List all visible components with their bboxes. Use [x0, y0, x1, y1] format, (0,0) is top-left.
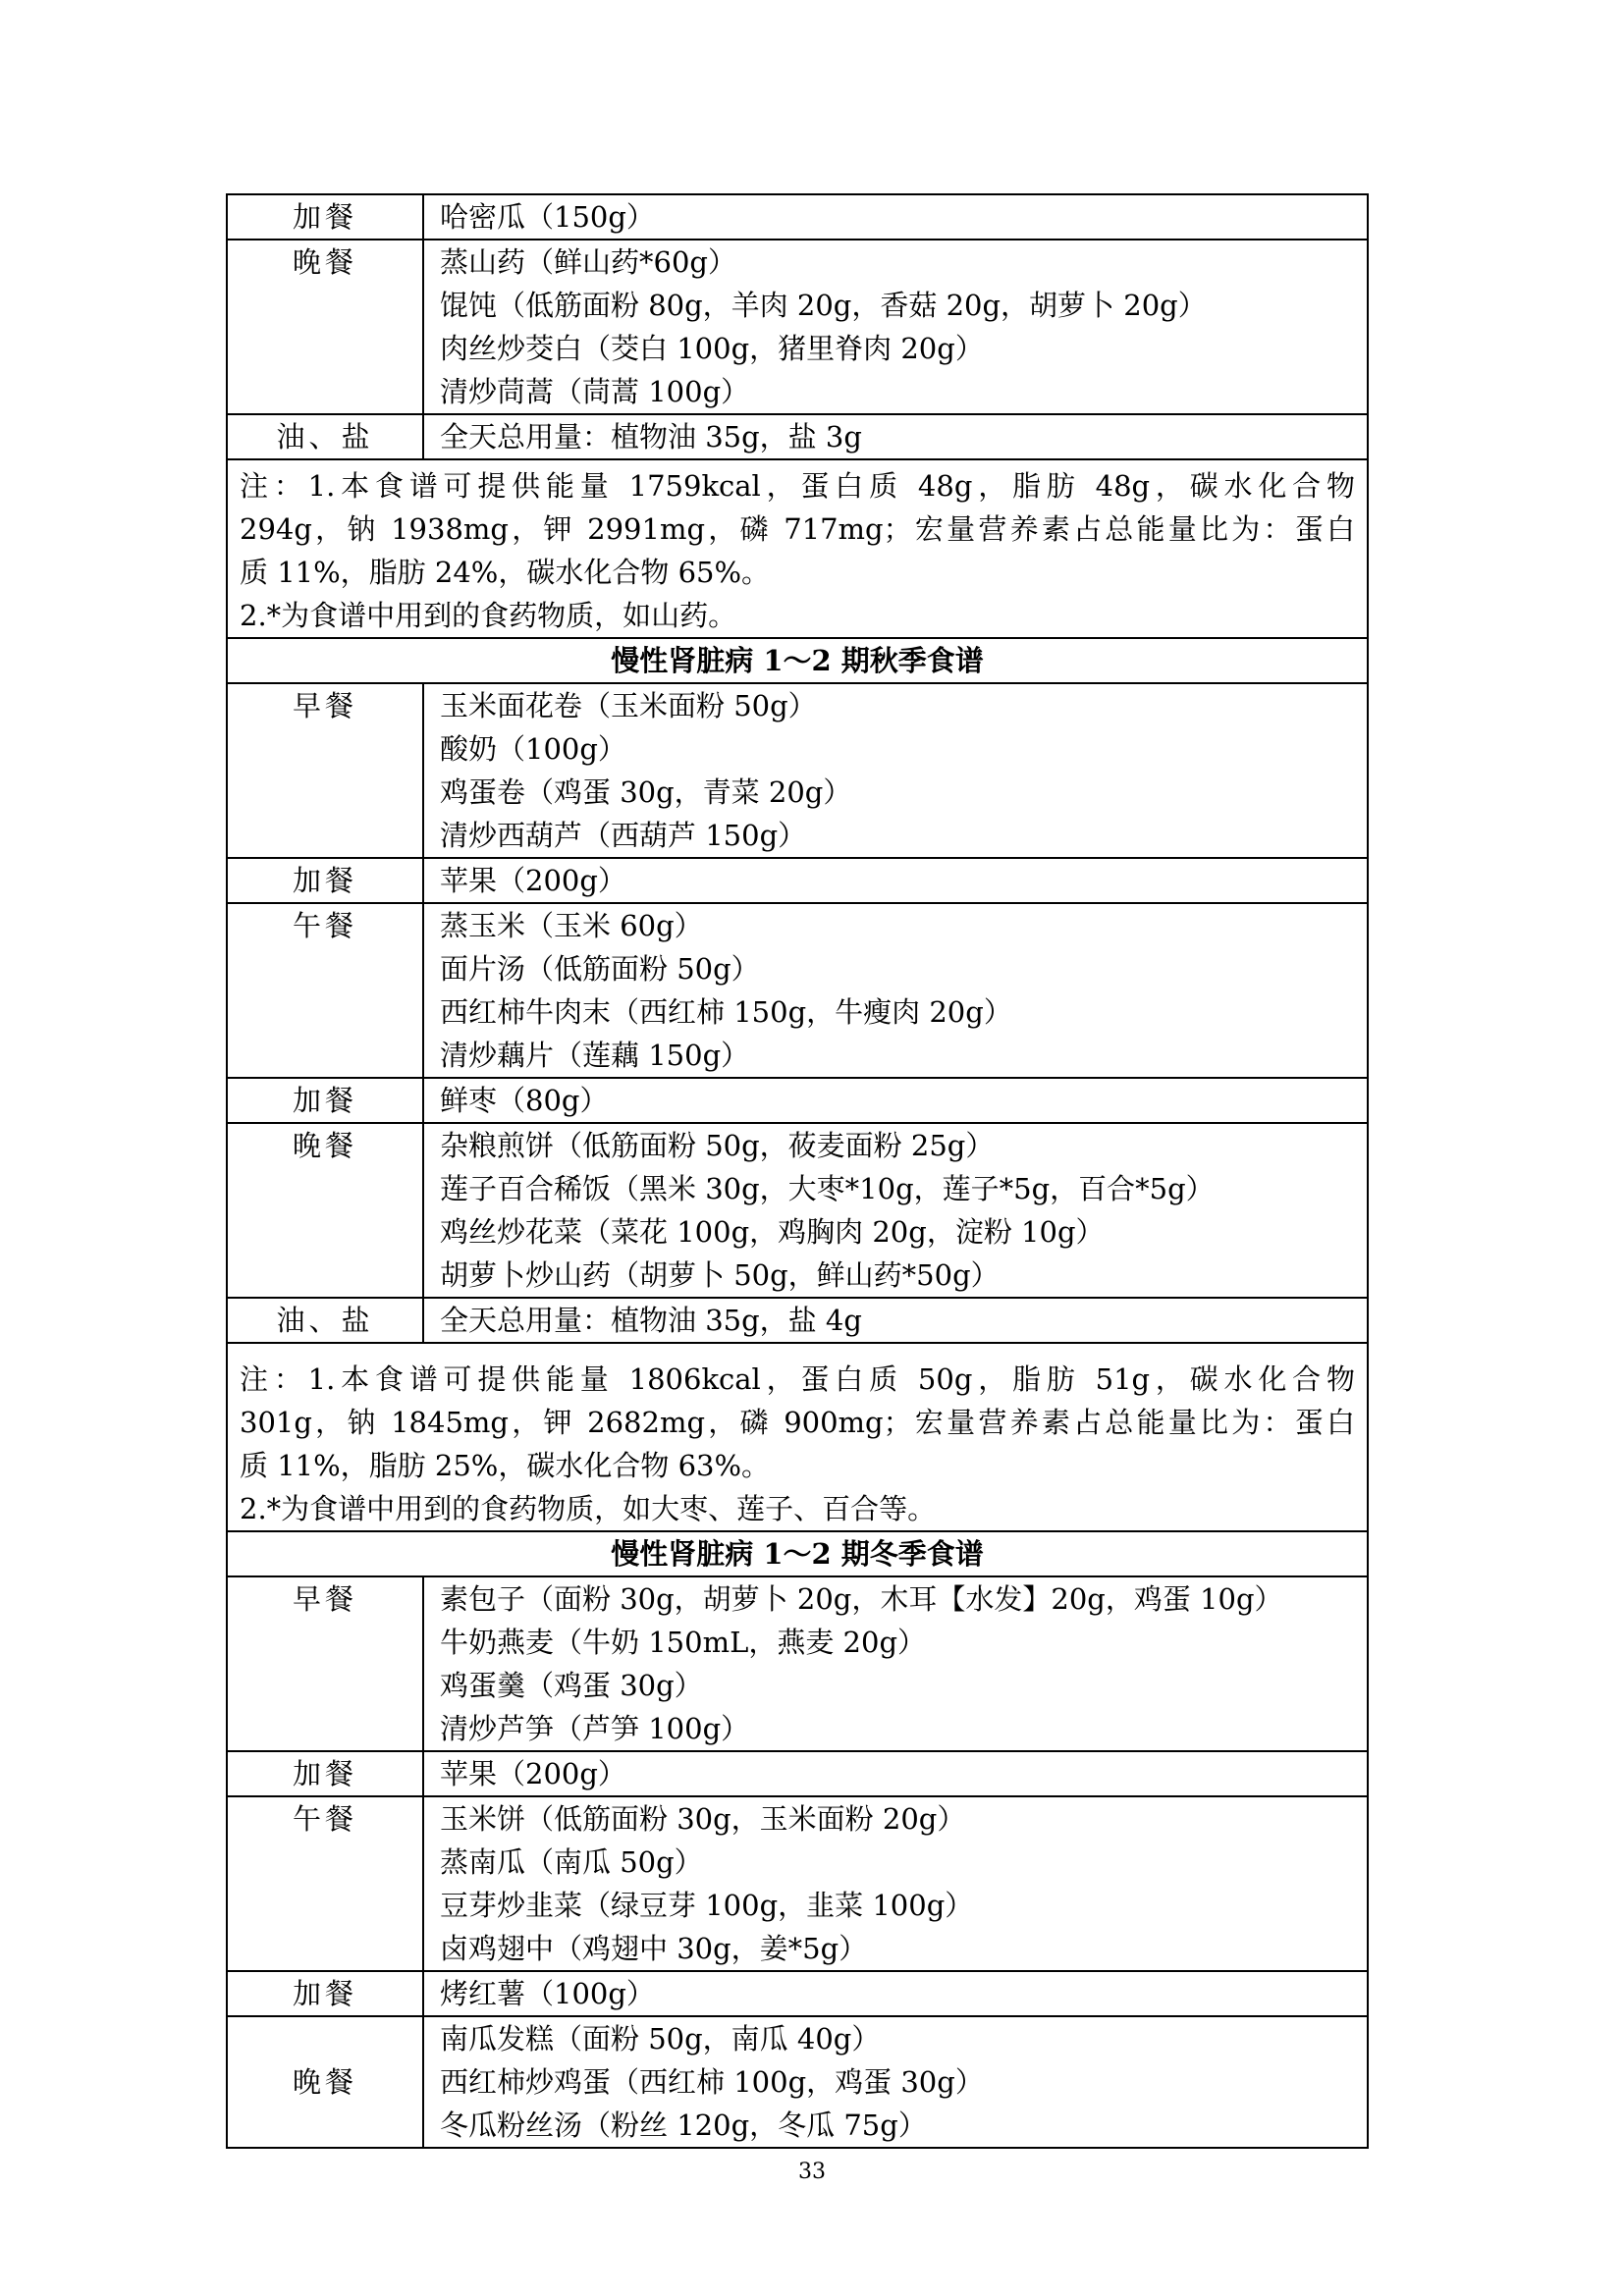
item-line: 牛奶燕麦（牛奶 150mL，燕麦 20g） — [440, 1626, 927, 1659]
table-row — [227, 240, 1368, 414]
note-line: 注：1.本食谱可提供能量 1806kcal，蛋白质 50g，脂肪 51g，碳水化合物 — [240, 1362, 1355, 1396]
meal-items — [423, 194, 1368, 240]
meal-label: 加餐 — [227, 858, 423, 903]
note-line: 2.*为食谱中用到的食药物质，如山药。 — [240, 599, 737, 632]
section-title-row — [227, 638, 1368, 683]
item-line: 清炒茼蒿（茼蒿 100g） — [440, 375, 750, 408]
note-row — [227, 1343, 1368, 1531]
table-row — [227, 1971, 1368, 2016]
item-line: 酸奶（100g） — [440, 732, 626, 766]
section-title: 慢性肾脏病 1～2 期秋季食谱 — [227, 638, 1368, 683]
item-line: 鸡蛋羹（鸡蛋 30g） — [440, 1669, 703, 1702]
meal-label: 加餐 — [227, 1078, 423, 1123]
meal-items — [423, 1123, 1368, 1298]
item-line: 鲜枣（80g） — [440, 1084, 609, 1117]
meal-label: 晚餐 — [227, 240, 423, 414]
table-row — [227, 1078, 1368, 1123]
meal-items — [423, 414, 1368, 459]
meal-items — [423, 1971, 1368, 2016]
meal-items — [423, 1796, 1368, 1971]
note-line: 294g，钠 1938mg，钾 2991mg，磷 717mg；宏量营养素占总能量比为：蛋白 — [240, 512, 1355, 546]
meal-label: 加餐 — [227, 194, 423, 240]
meal-items — [423, 1576, 1368, 1751]
item-line: 肉丝炒茭白（茭白 100g，猪里脊肉 20g） — [440, 332, 984, 365]
table-row — [227, 1123, 1368, 1298]
meal-items — [423, 1298, 1368, 1343]
table-row — [227, 2016, 1368, 2148]
item-line: 西红柿炒鸡蛋（西红柿 100g，鸡蛋 30g） — [440, 2065, 984, 2099]
meal-items — [423, 683, 1368, 858]
note-line: 2.*为食谱中用到的食药物质，如大枣、莲子、百合等。 — [240, 1492, 937, 1525]
item-line: 清炒藕片（莲藕 150g） — [440, 1039, 750, 1072]
meal-label: 午餐 — [227, 903, 423, 1078]
item-line: 蒸南瓜（南瓜 50g） — [440, 1845, 703, 1879]
table-row — [227, 1576, 1368, 1751]
note-line: 301g，钠 1845mg，钾 2682mg，磷 900mg；宏量营养素占总能量比为：蛋白 — [240, 1406, 1355, 1439]
meal-items — [423, 240, 1368, 414]
meal-items — [423, 858, 1368, 903]
item-line: 冬瓜粉丝汤（粉丝 120g，冬瓜 75g） — [440, 2109, 927, 2142]
item-line: 清炒芦笋（芦笋 100g） — [440, 1712, 750, 1745]
item-line: 烤红薯（100g） — [440, 1977, 655, 2010]
meal-items — [423, 1751, 1368, 1796]
meal-label: 晚餐 — [227, 2016, 423, 2148]
item-line: 清炒西葫芦（西葫芦 150g） — [440, 819, 807, 852]
note-row — [227, 459, 1368, 638]
meal-label: 加餐 — [227, 1751, 423, 1796]
item-line: 苹果（200g） — [440, 1757, 626, 1790]
item-line: 哈密瓜（150g） — [440, 200, 655, 234]
item-line: 面片汤（低筋面粉 50g） — [440, 952, 760, 986]
section-title: 慢性肾脏病 1～2 期冬季食谱 — [227, 1531, 1368, 1576]
meal-label: 油、盐 — [227, 414, 423, 459]
meal-label: 早餐 — [227, 1576, 423, 1751]
item-line: 苹果（200g） — [440, 864, 626, 897]
item-line: 杂粮煎饼（低筋面粉 50g，莜麦面粉 25g） — [440, 1129, 995, 1162]
item-line: 胡萝卜炒山药（胡萝卜 50g，鲜山药*50g） — [440, 1258, 1000, 1292]
item-line: 卤鸡翅中（鸡翅中 30g，姜*5g） — [440, 1932, 868, 1965]
item-line: 玉米面花卷（玉米面粉 50g） — [440, 689, 817, 722]
table-row — [227, 1796, 1368, 1971]
item-line: 豆芽炒韭菜（绿豆芽 100g，韭菜 100g） — [440, 1889, 974, 1922]
meal-label: 加餐 — [227, 1971, 423, 2016]
note-line: 质 11%，脂肪 24%，碳水化合物 65%。 — [240, 556, 771, 589]
table-row — [227, 414, 1368, 459]
table-row — [227, 1751, 1368, 1796]
table-row — [227, 194, 1368, 240]
item-line: 全天总用量：植物油 35g，盐 4g — [440, 1304, 862, 1337]
item-line: 蒸山药（鲜山药*60g） — [440, 245, 736, 279]
table-row — [227, 858, 1368, 903]
item-line: 鸡蛋卷（鸡蛋 30g，青菜 20g） — [440, 775, 852, 809]
table-row — [227, 683, 1368, 858]
meal-label: 晚餐 — [227, 1123, 423, 1298]
section-title-row — [227, 1531, 1368, 1576]
item-line: 蒸玉米（玉米 60g） — [440, 909, 703, 942]
item-line: 玉米饼（低筋面粉 30g，玉米面粉 20g） — [440, 1802, 966, 1836]
meal-label: 早餐 — [227, 683, 423, 858]
meal-items — [423, 2016, 1368, 2148]
item-line: 南瓜发糕（面粉 50g，南瓜 40g） — [440, 2022, 881, 2056]
table-row — [227, 903, 1368, 1078]
meal-label: 油、盐 — [227, 1298, 423, 1343]
item-line: 馄饨（低筋面粉 80g，羊肉 20g，香菇 20g，胡萝卜 20g） — [440, 289, 1207, 322]
meal-label: 午餐 — [227, 1796, 423, 1971]
document-page — [226, 193, 1367, 2149]
item-line: 鸡丝炒花菜（菜花 100g，鸡胸肉 20g，淀粉 10g） — [440, 1215, 1105, 1249]
note-line: 质 11%，脂肪 25%，碳水化合物 63%。 — [240, 1449, 771, 1482]
item-line: 莲子百合稀饭（黑米 30g，大枣*10g，莲子*5g，百合*5g） — [440, 1172, 1215, 1205]
note-line: 注：1.本食谱可提供能量 1759kcal，蛋白质 48g，脂肪 48g，碳水化合物 — [240, 469, 1355, 503]
recipe-table — [226, 193, 1369, 2149]
item-line: 全天总用量：植物油 35g，盐 3g — [440, 420, 862, 454]
page-number: 33 — [798, 2160, 826, 2184]
meal-items — [423, 1078, 1368, 1123]
nutrition-note — [227, 459, 1368, 638]
item-line: 西红柿牛肉末（西红柿 150g，牛瘦肉 20g） — [440, 995, 1012, 1029]
nutrition-note — [227, 1343, 1368, 1531]
item-line: 素包子（面粉 30g，胡萝卜 20g，木耳【水发】20g，鸡蛋 10g） — [440, 1582, 1283, 1616]
meal-items — [423, 903, 1368, 1078]
table-row — [227, 1298, 1368, 1343]
